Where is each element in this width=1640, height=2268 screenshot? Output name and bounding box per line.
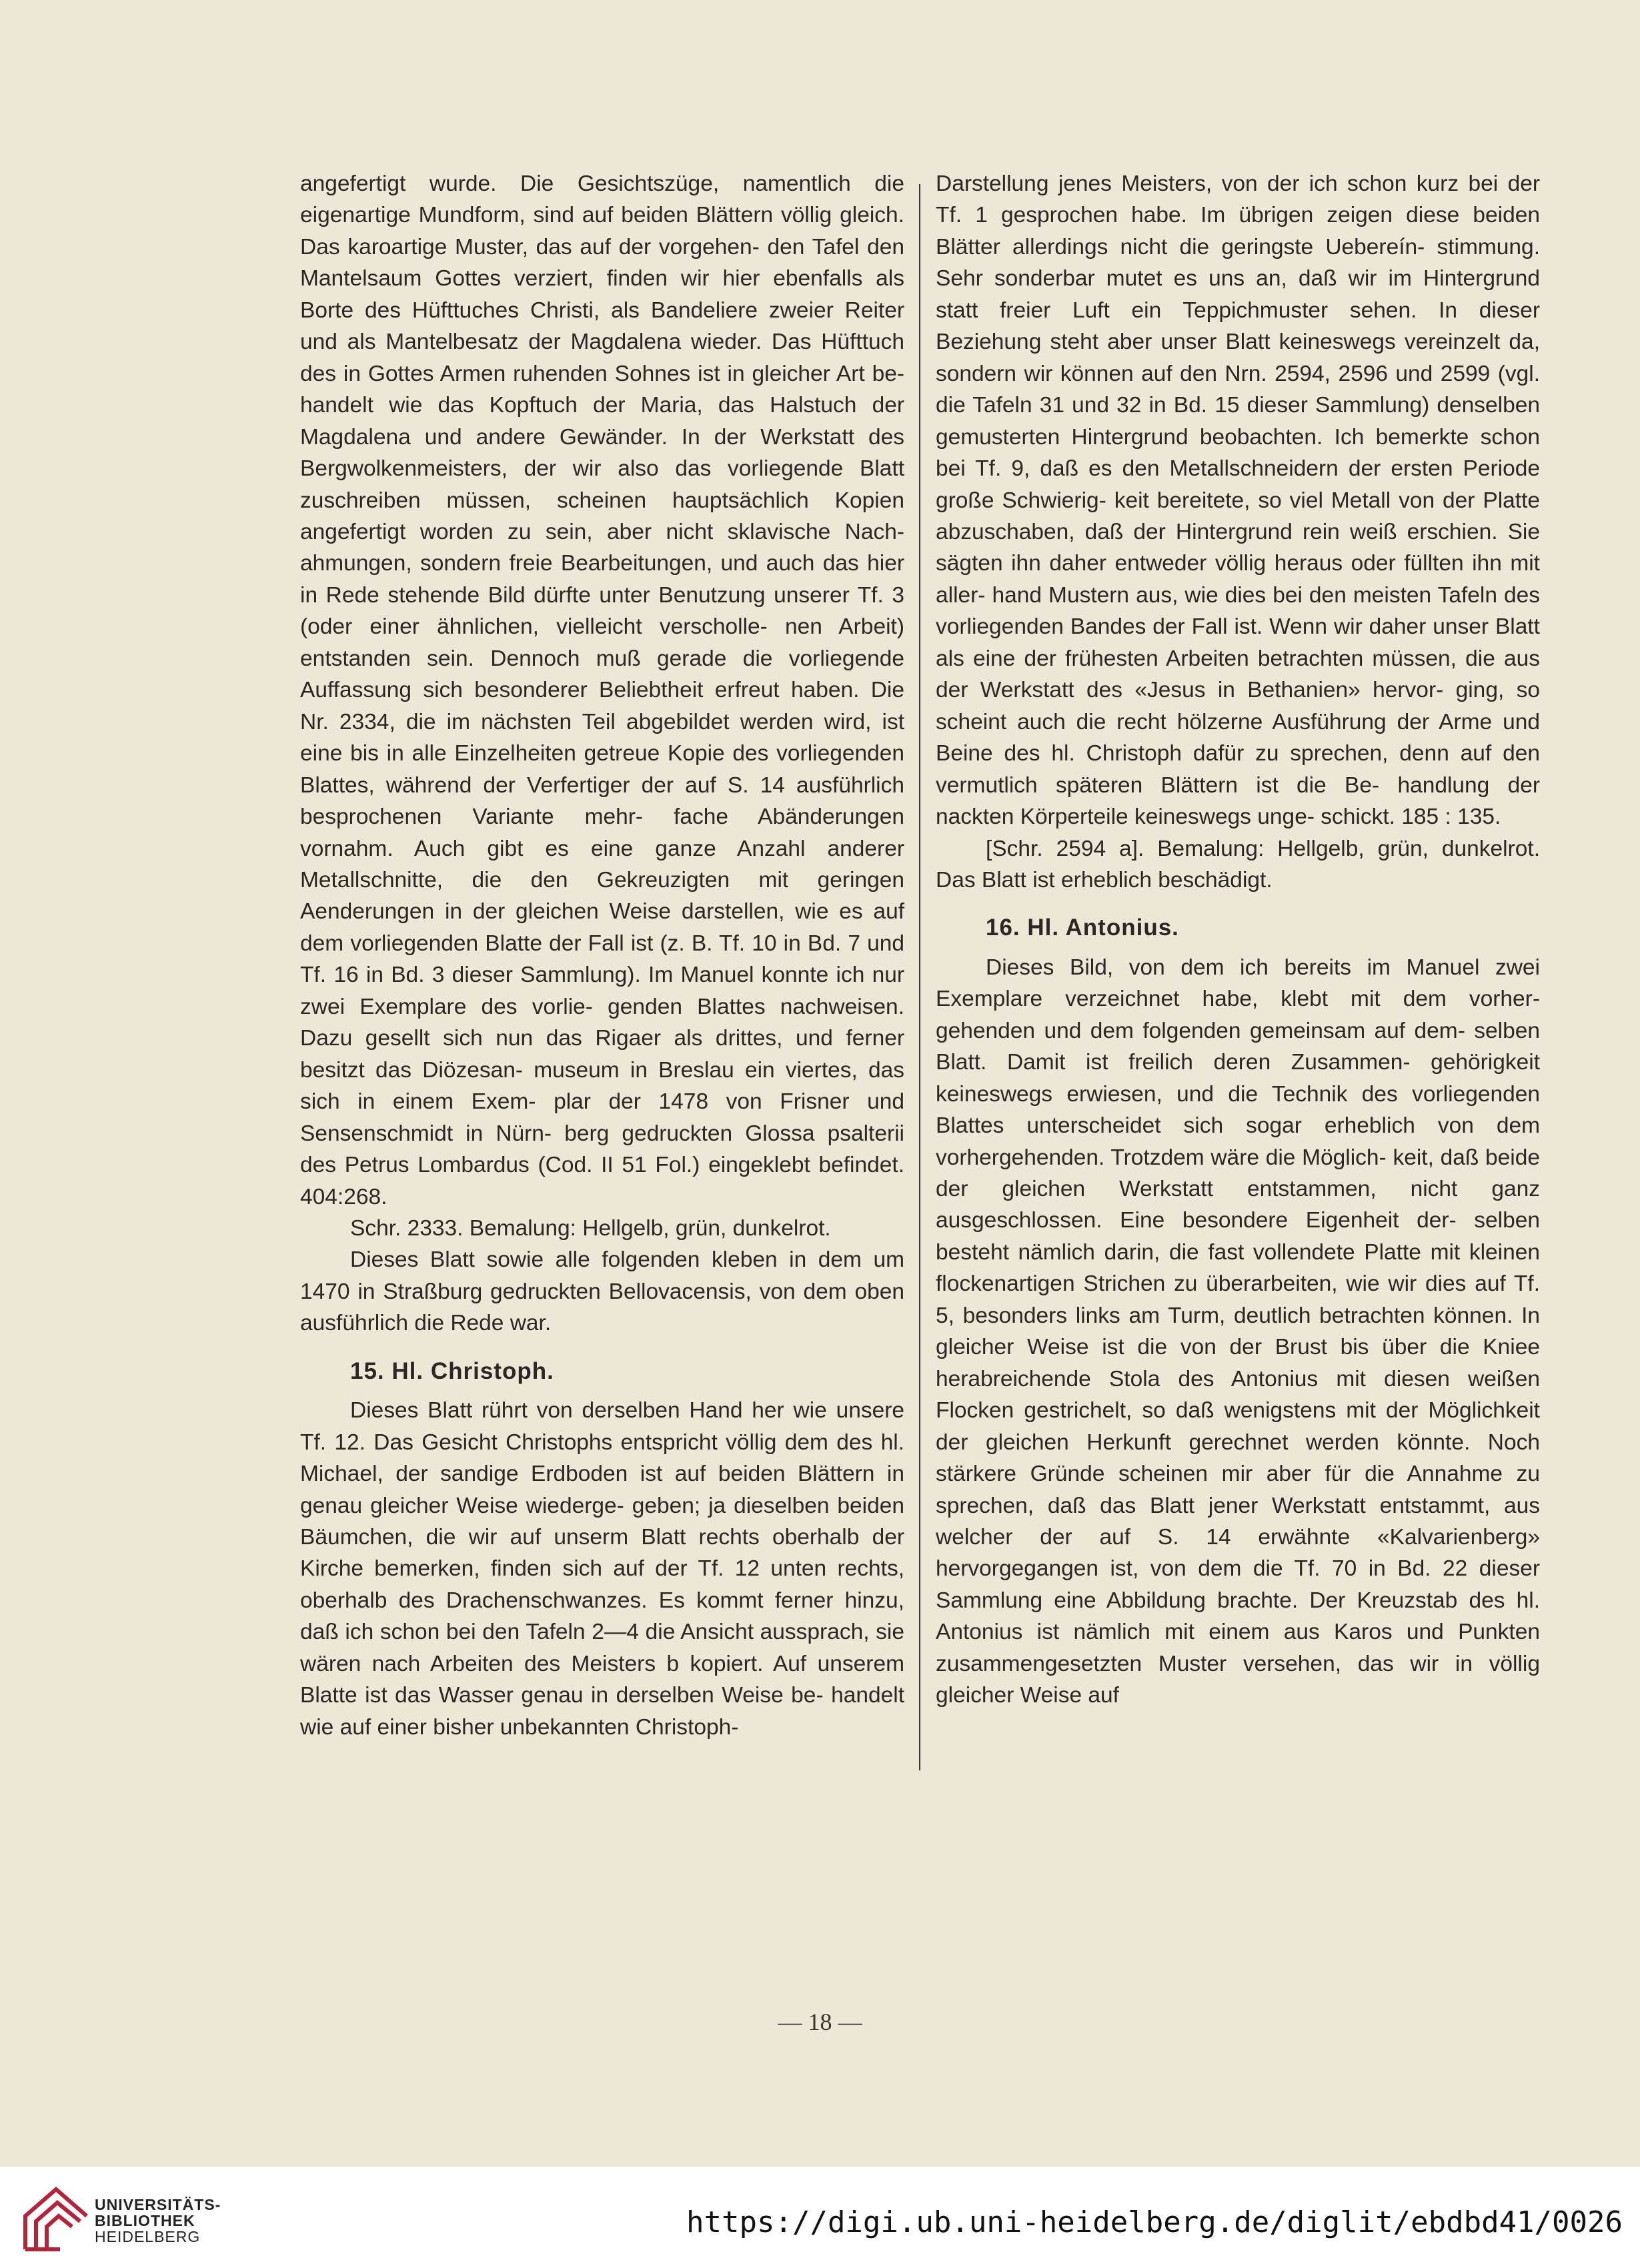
text-line: werden wird, ist eine bis in alle Einzelheiten getreue <box>300 709 905 766</box>
text-line: Das Blatt ist erheblich beschädigt. <box>936 867 1273 893</box>
text-line: geben; ja dieselben beiden Bäumchen, die wir auf <box>300 1493 904 1550</box>
text-line: vorliegenden Bandes der Fall ist. Wenn wir daher unser <box>936 614 1489 640</box>
text-line: Im Manuel konnte ich nur zwei Exemplare des vorlie- <box>300 963 905 1019</box>
section-heading: 15. Hl. Christoph. <box>350 1357 554 1384</box>
text-line: Magdalena wieder. Das Hüfttuch des in Gottes <box>300 330 904 386</box>
footer-bar <box>0 2167 1640 2268</box>
text-line: Magdalena und andere Gewänder. In der Werkstatt <box>300 424 855 450</box>
library-logo-icon[interactable] <box>16 2185 95 2255</box>
text-line: wir dies auf Tf. 5, besonders links am Turm, deutlich <box>936 1271 1541 1328</box>
text-line: hier ebenfalls als Borte des Hüfttuches Christi, als <box>300 266 905 323</box>
text-line: Anzahl anderer Metallschnitte, die den Gekreuzigten mit <box>300 836 904 893</box>
text-line: Darstellung jenes Meisters, von der ich schon kurz bei <box>936 171 1499 196</box>
text-line: daher entweder völlig heraus oder füllten ihn mit aller- <box>936 551 1540 608</box>
text-line: vorliegenden Blattes unterscheidet sich sogar erheblich <box>936 1081 1540 1139</box>
text-line: schon bei den Tafeln 2—4 die Ansicht aussprach, sie <box>379 1620 905 1645</box>
text-line: keit bereitete, so viel Metall von der Platte abzuschaben, <box>936 488 1541 544</box>
text-line: berg gedruckten Glossa psalterii des Petrus Lombardus <box>300 1121 905 1178</box>
text-line: jener Werkstatt entstammt, aus welcher der auf S. 14 <box>936 1493 1541 1550</box>
text-line: mir aber für die Annahme zu sprechen, daß das Blatt <box>936 1462 1540 1518</box>
text-line: plar der 1478 von Frisner und Sensenschmidt in Nürn- <box>300 1089 904 1146</box>
text-line: von dem vorhergehenden. Trotzdem wäre die Möglich- <box>936 1113 1540 1170</box>
text-line: selben Blatt. Damit ist freilich deren Zusammen- <box>936 1018 1540 1075</box>
text-line: (Cod. II 51 Fol.) eingeklebt befindet. 404:268. <box>300 1153 905 1209</box>
text-line: mit einem aus Karos und Punkten zusammengesetzten <box>936 1620 1541 1676</box>
text-line: gehenden und dem folgenden gemeinsam auf dem- <box>936 1018 1465 1043</box>
text-line: hier in Rede stehende Bild dürfte unter Benutzung <box>300 551 904 608</box>
text-line: wenigstens mit der Möglichkeit der gleichen Herkunft <box>936 1398 1540 1455</box>
text-line: unserm Blatt rechts oberhalb der Kirche bemerken, <box>300 1525 905 1582</box>
text-line: 2596 und 2599 (vgl. die Tafeln 31 und 32 in Bd. 15 <box>936 361 1541 418</box>
text-line: Blatte ist das Wasser genau in derselben Weise be- <box>300 1683 824 1708</box>
text-line: der auf S. 14 ausführlich besprochenen Variante mehr- <box>300 772 905 830</box>
text-line: haben. Die Nr. 2334, die im nächsten Teil abgebildet <box>300 678 904 734</box>
text-line: vereinzelt da, sondern wir können auf den Nrn. 2594, <box>936 330 1540 386</box>
section-spacer <box>936 896 1540 912</box>
text-line: [Schr. 2594 a]. Bemalung: Hellgelb, grün, dunkelrot. <box>986 836 1540 861</box>
text-line: gerechnet werden könnte. Noch stärkere Gründe scheinen <box>936 1430 1541 1487</box>
text-line: schickt. 185 : 135. <box>1321 804 1501 830</box>
text-line: den Tafel den Mantelsaum Gottes verziert, finden wir <box>300 234 905 292</box>
left-column <box>300 168 904 1743</box>
text-line: In dieser Beziehung steht aber unser Blatt keineswegs <box>936 298 1540 355</box>
text-line: ganz ausgeschlossen. Eine besondere Eigenheit der- <box>936 1177 1540 1233</box>
text-line: Armen ruhenden Sohnes ist in gleicher Art be- <box>440 361 904 386</box>
paragraph <box>936 168 1540 833</box>
text-line: selben besteht nämlich darin, die fast vollendete Platte <box>936 1208 1540 1265</box>
text-line: angefertigt wurde. Die Gesichtszüge, namentlich die <box>300 171 904 196</box>
library-name-line-2: BIBLIOTHEK <box>95 2212 195 2229</box>
section-heading: 16. Hl. Antonius. <box>986 915 1179 941</box>
text-line: dem des hl. Michael, der sandige Erdboden ist auf <box>300 1430 904 1487</box>
text-line: angefertigt worden zu sein, aber nicht sklavische Nach- <box>300 519 904 544</box>
text-line: betrachten können. In gleicher Weise ist die von der <box>936 1303 1541 1360</box>
source-url-link[interactable]: https://digi.ub.uni-heidelberg.de/diglit/ebdbd41/0026 <box>686 2205 1623 2239</box>
text-line: Blatt als eine der frühesten Arbeiten betrachten müssen, <box>936 614 1540 671</box>
text-line: beiden Blätter allerdings nicht die geringste Uebereín- <box>936 203 1540 259</box>
text-line: Muster versehen, das wir in völlig gleicher Weise auf <box>936 1651 1540 1708</box>
library-name[interactable] <box>95 2197 221 2245</box>
text-line: im Hintergrund statt freier Luft ein Teppichmuster sehen. <box>936 266 1541 323</box>
text-line: unserer Tf. 3 (oder einer ähnlichen, vielleicht verscholle- <box>300 582 905 640</box>
library-name-line-1: UNIVERSITÄTS- <box>95 2196 221 2213</box>
text-line: erwähnte «Kalvarienberg» hervorgegangen ist, von dem <box>936 1525 1540 1582</box>
text-line: unsere Tf. 12. Das Gesicht Christophs entspricht völlig <box>300 1398 904 1455</box>
paragraph <box>300 168 904 1213</box>
text-line: fache Abänderungen vornahm. Auch gibt es eine ganze <box>300 804 904 861</box>
paragraph <box>300 1244 904 1339</box>
text-line: Dieses Blatt rührt von derselben Hand her wie <box>350 1398 827 1424</box>
text-line: handelt wie auf einer bisher unbekannten Christoph- <box>300 1683 905 1740</box>
text-line: Tf. 10 in Bd. 7 und Tf. 16 in Bd. 3 dieser Sammlung). <box>300 931 904 988</box>
text-line: brachte. Der Kreuzstab des hl. Antonius ist nämlich <box>936 1588 1541 1645</box>
text-line: Drachenschwanzes. Es kommt ferner hinzu, daß ich <box>300 1588 904 1645</box>
text-line: Arme und Beine des hl. Christoph dafür zu sprechen, <box>936 709 1540 766</box>
text-line: Blatt zuschreiben müssen, scheinen hauptsächlich Kopien <box>300 456 905 513</box>
column-divider <box>919 184 920 1770</box>
text-line: eigenartige Mundform, sind auf beiden Blättern völlig <box>300 203 832 228</box>
text-line: handelt wie das Kopftuch der Maria, das Halstuch der <box>300 393 904 418</box>
section-spacer <box>936 944 1540 952</box>
text-line: des Bergwolkenmeisters, der wir also das vorliegende <box>300 424 904 482</box>
library-name-line-3: HEIDELBERG <box>95 2228 201 2245</box>
text-line: Metallschneidern der ersten Periode große Schwierig- <box>936 456 1540 513</box>
text-line: oben ausführlich die Rede war. <box>300 1279 904 1336</box>
text-line: Exemplare verzeichnet habe, klebt mit dem vorher- <box>936 987 1540 1012</box>
text-line: wie es auf dem vorliegenden Blatte der Fall ist (z. B. <box>300 899 905 956</box>
text-line: stimmung. Sehr sonderbar mutet es uns an, daß wir <box>936 234 1540 292</box>
text-line: Bandeliere zweier Reiter und als Mantelbesatz der <box>300 298 904 355</box>
text-line: wären nach Arbeiten des Meisters b kopiert. Auf unserem <box>300 1651 904 1676</box>
text-line: gehörigkeit keineswegs erwiesen, und die Technik des <box>936 1050 1541 1107</box>
page-number: — 18 — <box>778 2009 862 2035</box>
text-line: der Tf. 1 gesprochen habe. Im übrigen zeigen diese <box>936 171 1541 228</box>
text-line: Dieses Bild, von dem ich bereits im Manuel zwei <box>986 955 1540 980</box>
text-line: dieser Sammlung) denselben gemusterten Hintergrund <box>936 393 1541 450</box>
text-line: beobachten. Ich bemerkte schon bei Tf. 9, daß es den <box>936 424 1541 482</box>
right-column <box>936 168 1540 1712</box>
paragraph <box>936 833 1540 897</box>
text-line: Kopie des vorliegenden Blattes, während der Verfertiger <box>300 741 904 798</box>
text-line: Rigaer als drittes, und ferner besitzt das Diözesan- <box>300 1026 904 1083</box>
paragraph <box>936 952 1540 1712</box>
text-line: daß der Hintergrund rein weiß erschien. Sie sägten ihn <box>936 519 1541 576</box>
text-line: Brust bis über die Kniee herabreichende Stola des <box>936 1335 1540 1391</box>
text-line: Schr. 2333. Bemalung: Hellgelb, grün, dunkelrot. <box>350 1215 831 1241</box>
text-line: denn auf den vermutlich späteren Blättern ist die Be- <box>936 741 1540 798</box>
section-spacer <box>300 1387 904 1395</box>
text-line: vorliegende Auffassung sich besonderer Beliebtheit erfreut <box>300 646 904 703</box>
text-line: um 1470 in Straßburg gedruckten Bellovacensis, von dem <box>300 1247 904 1304</box>
text-line: genden Blattes nachweisen. Dazu gesellt sich nun das <box>300 994 904 1051</box>
text-line: Antonius mit diesen weißen Flocken gestrichelt, so daß <box>936 1366 1540 1424</box>
text-line: Dieses Blatt sowie alle folgenden kleben in dem <box>350 1247 862 1273</box>
text-line: finden sich auf der Tf. 12 unten rechts, oberhalb des <box>300 1556 904 1613</box>
text-line: museum in Breslau ein viertes, das sich in einem Exem- <box>300 1057 905 1115</box>
text-line: die aus der Werkstatt des «Jesus in Bethanien» hervor- <box>936 646 1541 703</box>
text-line: nen Arbeit) entstanden sein. Dennoch muß gerade die <box>300 614 904 671</box>
text-line: mit kleinen flockenartigen Strichen zu überarbeiten, wie <box>936 1239 1540 1297</box>
text-line: gleich. Das karoartige Muster, das auf der vorgehen- <box>300 203 904 259</box>
text-line: die Tf. 70 in Bd. 22 dieser Sammlung eine Abbildung <box>936 1556 1540 1613</box>
paragraph <box>300 1213 904 1244</box>
text-line: hand Mustern aus, wie dies bei den meisten Tafeln des <box>992 582 1540 608</box>
text-line: ahmungen, sondern freie Bearbeitungen, und auch das <box>300 551 859 576</box>
text-line: beiden Blättern in genau gleicher Weise wiederge- <box>300 1462 904 1518</box>
paragraph <box>300 1395 904 1743</box>
text-line: geringen Aenderungen in der gleichen Weise darstellen, <box>300 867 904 925</box>
section-spacer <box>300 1339 904 1355</box>
text-line: handlung der nackten Körperteile keineswegs unge- <box>936 772 1541 830</box>
text-line: keit, daß beide der gleichen Werkstatt entstammen, nicht <box>936 1145 1541 1202</box>
text-line: ging, so scheint auch die recht hölzerne Ausführung der <box>936 678 1540 734</box>
